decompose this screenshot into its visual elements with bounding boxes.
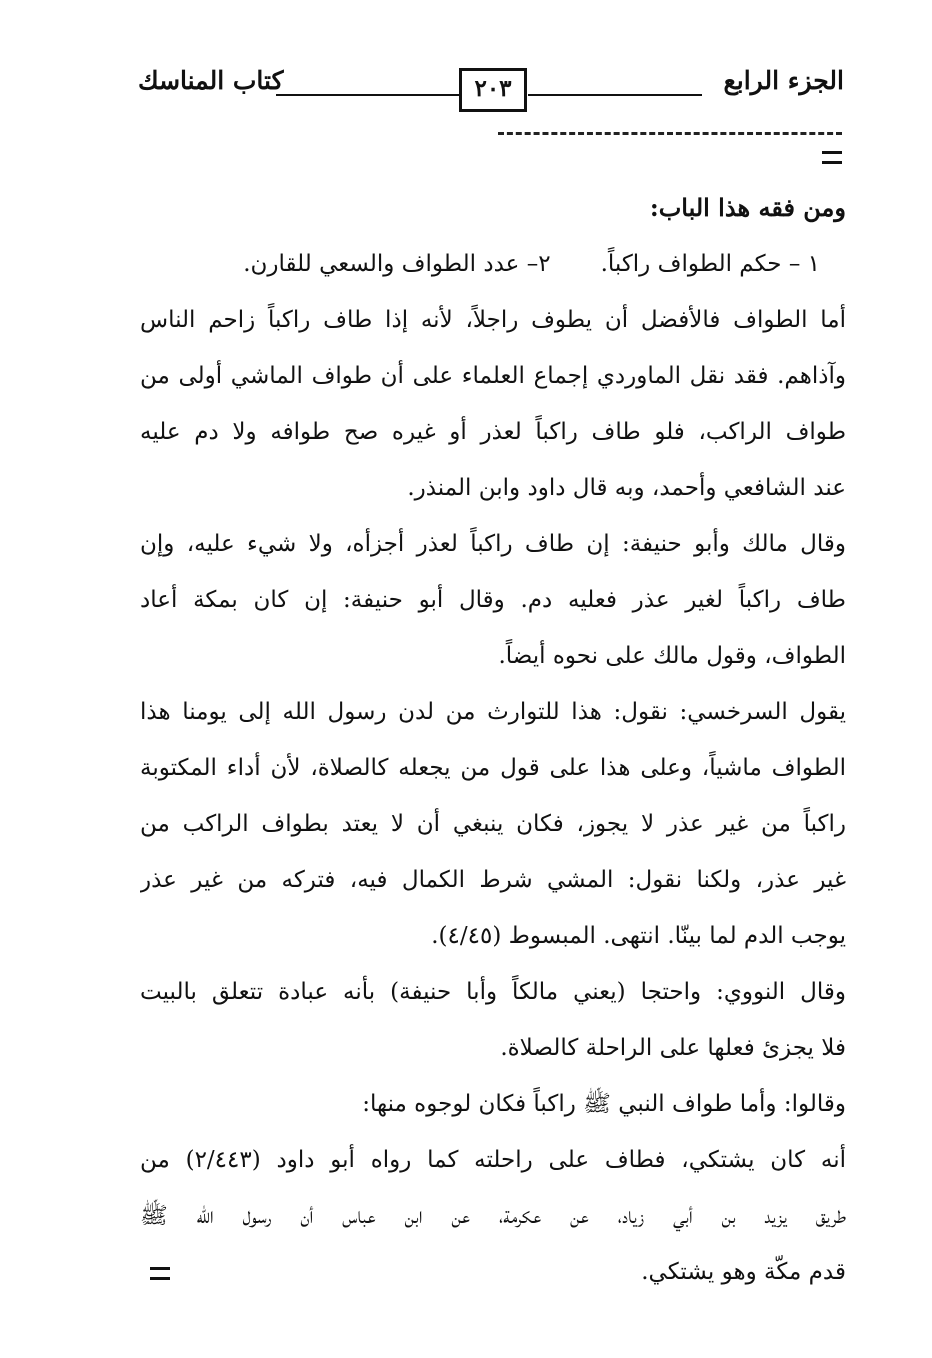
- body-text: [140, 180, 846, 1300]
- topic-2: ٢– عدد الطواف والسعي للقارن.: [243, 251, 551, 277]
- section-heading: ومن فقه هذا الباب:: [649, 193, 846, 222]
- text-line: أنه كان يشتكي، فطاف على راحلته كما رواه أبو داود (٢/٤٤٣) من: [140, 1147, 846, 1173]
- text-line: طريق يزيد بن أبي زياد، عن عكرمة، عن ابن عباس أن رسول الله ﷺ: [140, 1203, 846, 1229]
- book-title: كتاب المناسك: [138, 66, 284, 95]
- header-rule-left: [276, 94, 460, 96]
- text-line: طواف الراكب، فلو طاف راكباً لعذر أو غيره صح طوافه ولا دم عليه: [140, 419, 846, 445]
- text-line: وقالوا: وأما طواف النبي ﷺ راكباً فكان لوجوه منها:: [362, 1091, 846, 1117]
- text-line: راكباً من غير عذر لا يجوز، فكان ينبغي أن لا يعتد بطواف الراكب من: [140, 811, 846, 837]
- text-line: وآذاهم. فقد نقل الماوردي إجماع العلماء على أن طواف الماشي أولى من: [140, 363, 846, 389]
- text-line: الطواف، وقول مالك على نحوه أيضاً.: [498, 643, 846, 669]
- text-line: قدم مكّة وهو يشتكي.: [641, 1259, 846, 1285]
- topics-line: [140, 236, 846, 292]
- dashed-separator: [498, 132, 842, 135]
- header-rule-right: [528, 94, 702, 96]
- page-number: ٢٠٣: [459, 68, 527, 112]
- text-line: فلا يجزئ فعلها على الراحلة كالصلاة.: [500, 1035, 846, 1061]
- text-line: يوجب الدم لما بينّا. انتهى. المبسوط (٤/٤٥).: [431, 923, 846, 949]
- topic-1: ١ – حكم الطواف راكباً.: [600, 251, 820, 277]
- double-rule-mark-bottom: [150, 1267, 170, 1280]
- text-line: الطواف ماشياً، وعلى هذا على قول من يجعله كالصلاة، لأن أداء المكتوبة: [140, 755, 846, 781]
- text-line: طاف راكباً لغير عذر فعليه دم. وقال أبو حنيفة: إن كان بمكة أعاد: [140, 587, 846, 613]
- text-line: غير عذر، ولكنا نقول: المشي شرط الكمال فيه، فتركه من غير عذر: [140, 867, 846, 893]
- text-line: وقال النووي: واحتجا (يعني مالكاً وأبا حنيفة) بأنه عبادة تتعلق بالبيت: [140, 979, 846, 1005]
- text-line: وقال مالك وأبو حنيفة: إن طاف راكباً لعذر أجزأه، ولا شيء عليه، وإن: [140, 531, 846, 557]
- text-line: أما الطواف فالأفضل أن يطوف راجلاً، لأنه إذا طاف راكباً زاحم الناس: [140, 307, 846, 333]
- double-rule-mark-top: [822, 151, 842, 164]
- volume-label: الجزء الرابع: [723, 66, 844, 95]
- text-line: يقول السرخسي: نقول: هذا للتوارث من لدن رسول الله إلى يومنا هذا: [140, 699, 846, 725]
- text-line: عند الشافعي وأحمد، وبه قال داود وابن المنذر.: [407, 475, 846, 501]
